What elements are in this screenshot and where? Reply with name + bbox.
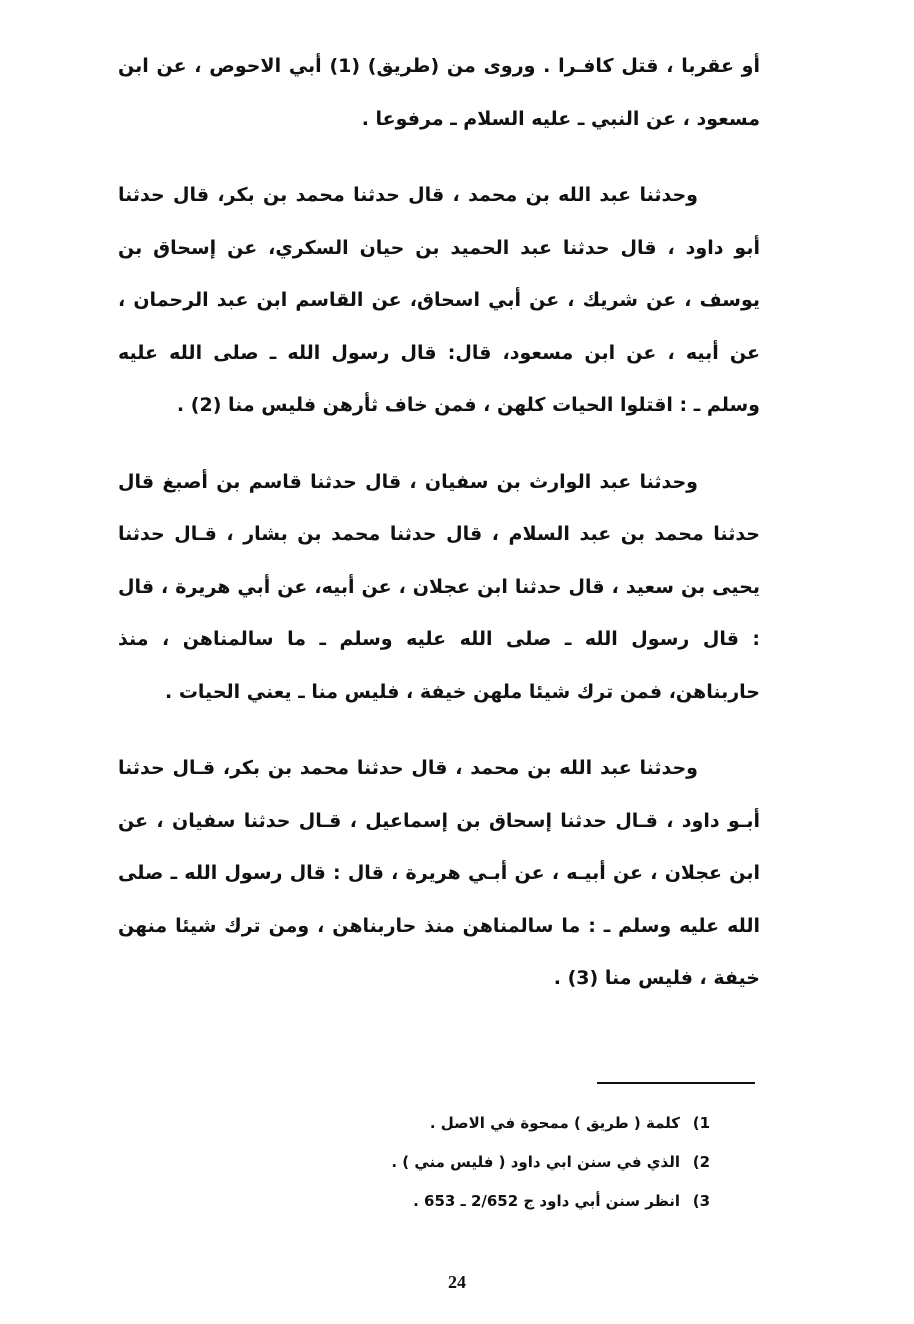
footnote-number: 1) xyxy=(692,1114,710,1132)
paragraph-3: وحدثنا عبد الوارث بن سفيان ، قال حدثنا قاسم بن أصبغ قال حدثنا محمد بن عبد السلام ، قال حدثنا محمد بن بشار ، قـال حدثنا يحيى بن سعيد ، قال حدثنا ابن عجلان ، عن أبيه، عن أبي هريرة ، قال : قال رسول الله ـ صلى الله عليه وسلم ـ ما سالمناهن ، منذ حاربناهن، فمن ترك شيئا ملهن خيفة ، فليس منا ـ يعني الحيات . xyxy=(118,470,760,703)
paragraph-1: أو عقربا ، قتل كافـرا . وروى من (طريق) (1) أبي الاحوص ، عن ابن مسعود ، عن النبي ـ عليه السلام ـ مرفوعا . xyxy=(118,55,760,130)
footnote-3 xyxy=(280,1182,710,1221)
footnote-divider xyxy=(597,1082,755,1084)
page-number: 24 xyxy=(448,1272,466,1292)
footnote-1 xyxy=(280,1104,710,1143)
footnote-text: كلمة ( طريق ) ممحوة في الاصل . xyxy=(429,1114,680,1132)
paragraph-4: وحدثنا عبد الله بن محمد ، قال حدثنا محمد بن بكر، قـال حدثنا أبـو داود ، قـال حدثنا إسحاق بن إسماعيل ، قـال حدثنا سفيان ، عن ابن عجلان ، عن أبيـه ، عن أبـي هريرة ، قال : قال رسول الله ـ صلى الله عليه وسلم ـ : ما سالمناهن منذ حاربناهن ، ومن ترك شيئا منهن خيفة ، فليس منا (3) . xyxy=(118,757,760,989)
footnotes xyxy=(280,1104,710,1221)
footnote-text: الذي في سنن ابي داود ( فليس مني ) . xyxy=(391,1153,680,1171)
paragraph-2: وحدثنا عبد الله بن محمد ، قال حدثنا محمد بن بكر، قال حدثنا أبو داود ، قال حدثنا عبد الحميد بن حيان السكري، عن إسحاق بن يوسف ، عن شريك ، عن أبي اسحاق، عن القاسم ابن عبد الرحمان ، عن أبيه ، عن ابن مسعود، قال: قال رسول الله ـ صلى الله عليه وسلم ـ : اقتلوا الحيات كلهن ، فمن خاف ثأرهن فليس منا (2) . xyxy=(118,184,760,416)
footnote-number: 3) xyxy=(692,1192,710,1210)
footnote-number: 2) xyxy=(692,1153,710,1171)
footnote-text: انظر سنن أبي داود ج 2/652 ـ 653 . xyxy=(413,1192,680,1210)
footnote-2 xyxy=(280,1143,710,1182)
main-text xyxy=(118,40,760,1029)
